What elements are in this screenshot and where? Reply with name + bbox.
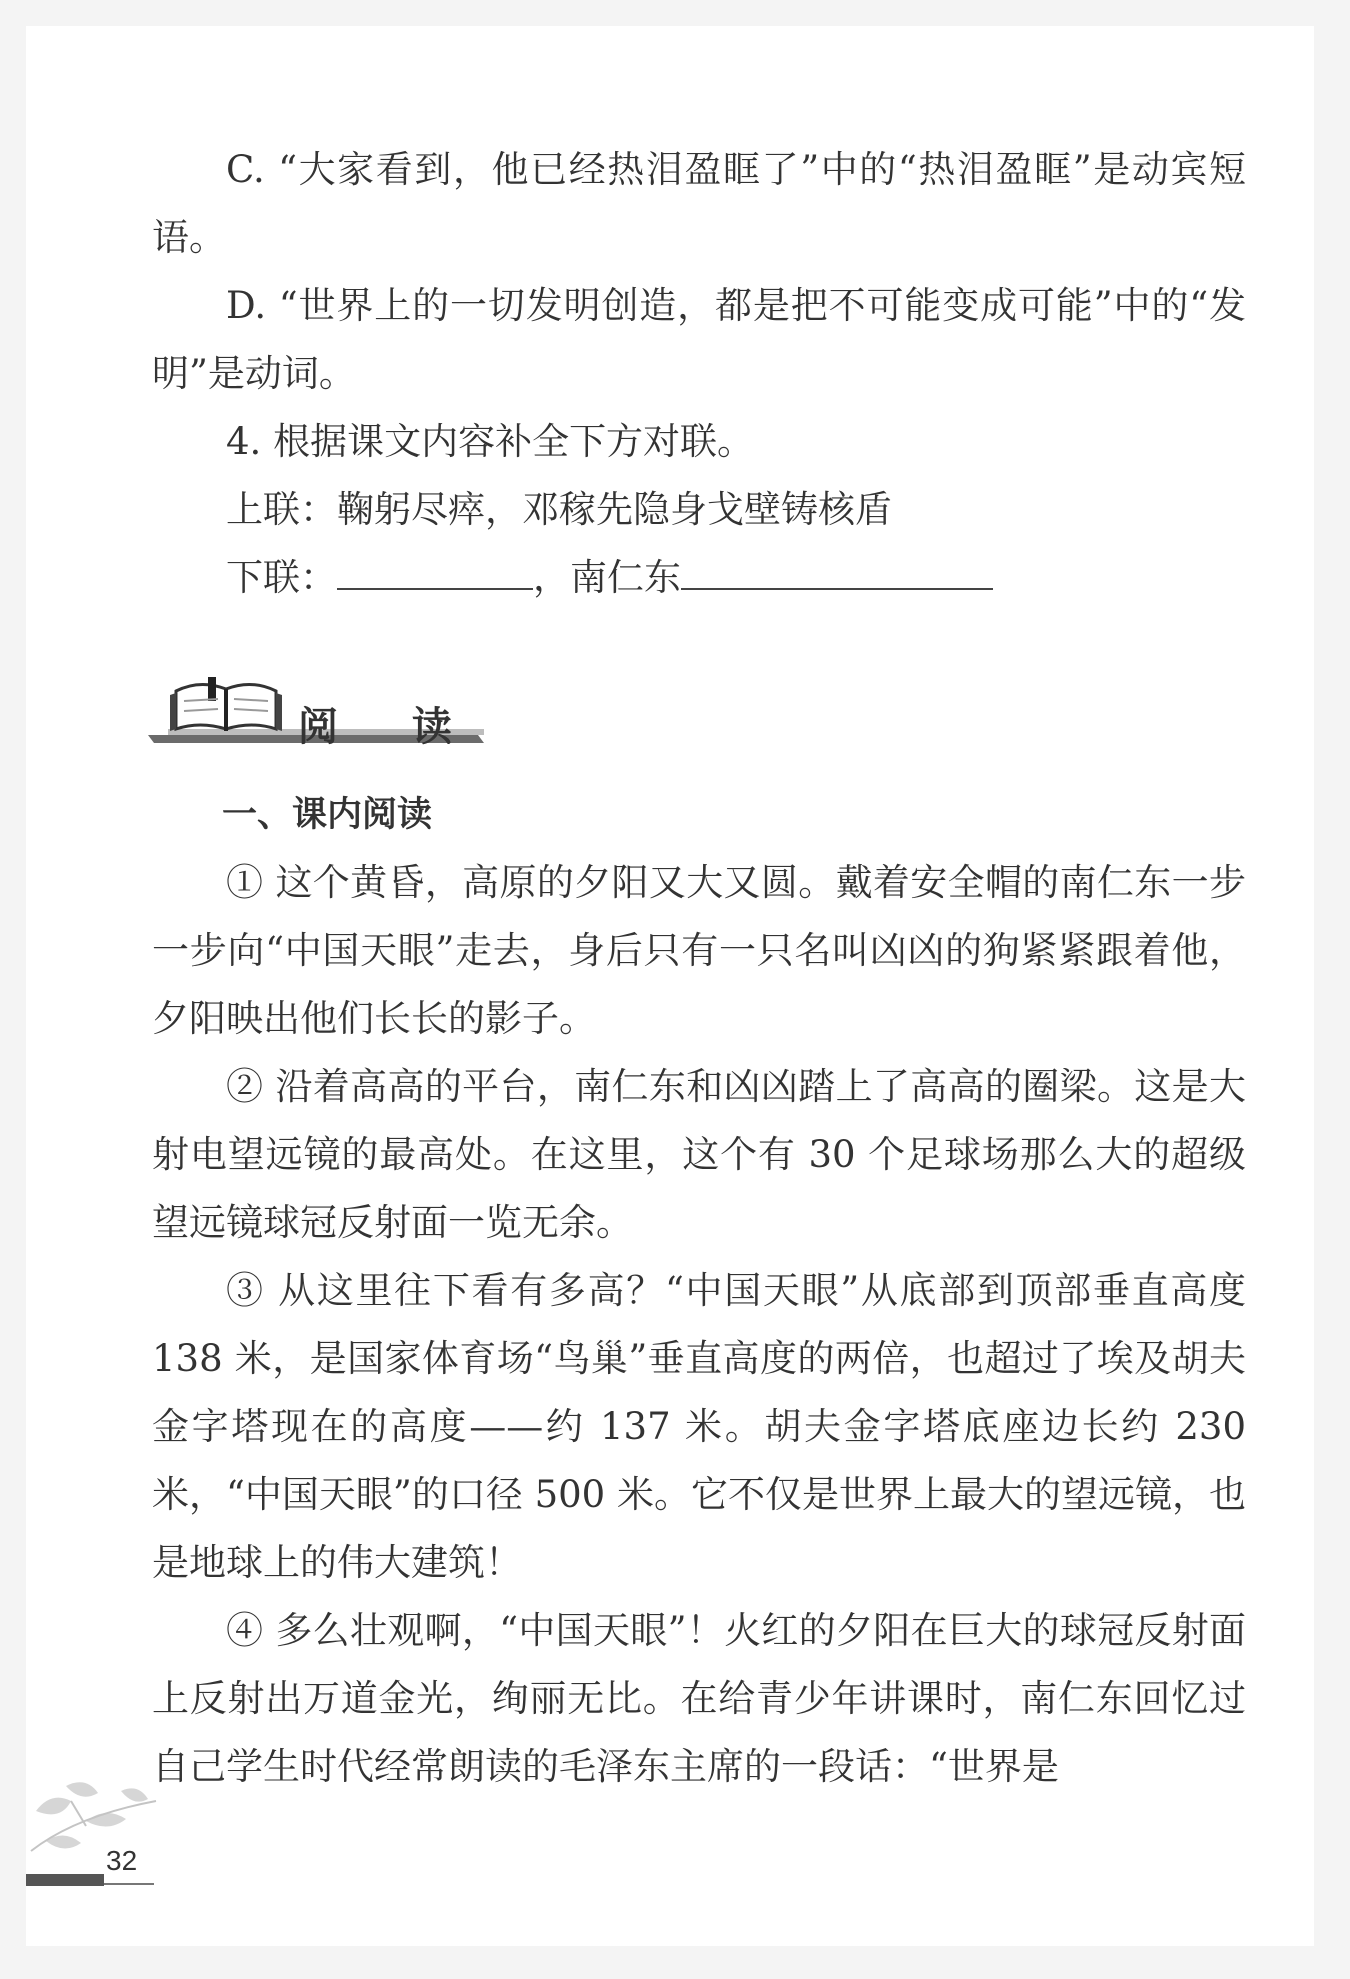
option-d: D. “世界上的一切发明创造，都是把不可能变成可能”中的“发明”是动词。 — [152, 284, 1246, 395]
page-number: 32 — [106, 1845, 138, 1876]
footer-line — [104, 1883, 154, 1885]
exercise-block — [152, 136, 1246, 612]
passage-paragraph-4: ④ 多么壮观啊，“中国天眼”！火红的夕阳在巨大的球冠反射面上反射出万道金光，绚丽无比。在给青少年讲课时，南仁东回忆过自己学生时代经常朗读的毛泽东主席的一段话：“世界是 — [152, 1609, 1246, 1788]
footer-bar — [26, 1874, 104, 1886]
answer-blank-1[interactable] — [337, 550, 533, 590]
subheading-in-class-reading: 一、课内阅读 — [222, 795, 433, 835]
couplet-upper: 上联：鞠躬尽瘁，邓稼先隐身戈壁铸核盾 — [226, 488, 892, 531]
textbook-page — [26, 26, 1314, 1946]
couplet-lower-mid: ，南仁东 — [533, 556, 681, 599]
answer-blank-2[interactable] — [681, 550, 993, 590]
option-c: C. “大家看到，他已经热泪盈眶了”中的“热泪盈眶”是动宾短语。 — [152, 148, 1246, 259]
section-title: 阅 读 — [298, 704, 482, 750]
reading-block — [152, 781, 1246, 1801]
passage-paragraph-3: ③ 从这里往下看有多高？“中国天眼”从底部到顶部垂直高度 138 米，是国家体育场“鸟巢”垂直高度的两倍，也超过了埃及胡夫金字塔现在的高度——约 137 米。胡夫金字塔底座边长约 230 米，“中国天眼”的口径 500 米。它不仅是世界上最大的望远镜，也是地球上的伟大建筑！ — [152, 1269, 1246, 1584]
reading-section-header — [148, 671, 484, 749]
couplet-lower — [152, 544, 1246, 612]
couplet-lower-label: 下联： — [226, 556, 337, 599]
question-4-prompt: 4. 根据课文内容补全下方对联。 — [226, 420, 755, 463]
passage-paragraph-2: ② 沿着高高的平台，南仁东和凶凶踏上了高高的圈梁。这是大射电望远镜的最高处。在这里，这个有 30 个足球场那么大的超级望远镜球冠反射面一览无余。 — [152, 1065, 1246, 1244]
passage-paragraph-1: ① 这个黄昏，高原的夕阳又大又圆。戴着安全帽的南仁东一步一步向“中国天眼”走去，身后只有一只名叫凶凶的狗紧紧跟着他，夕阳映出他们长长的影子。 — [152, 861, 1246, 1040]
leaf-decoration-icon — [26, 1771, 166, 1871]
